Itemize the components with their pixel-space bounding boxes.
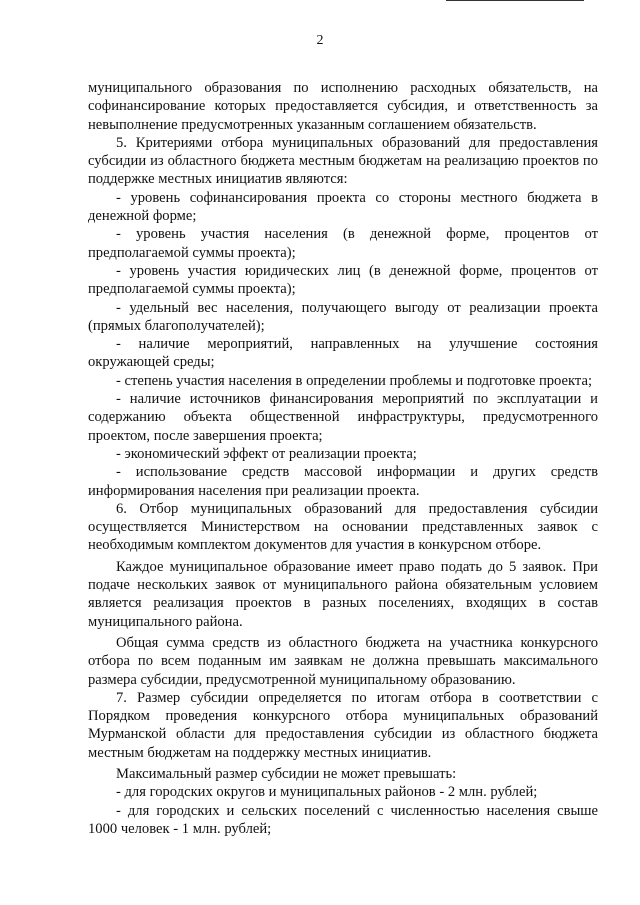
- paragraph-item-6-selection: 6. Отбор муниципальных образований для предоставления субсидии осуществляется Министерством на основании представленных заявок с необходимым комплектом документов для участия в конкурсном отборе.: [88, 500, 598, 554]
- document-body: [88, 79, 598, 838]
- paragraph-max-subsidy: Максимальный размер субсидии не может превышать:: [116, 765, 457, 782]
- criterion-legal-entities-participation: - уровень участия юридических лиц (в денежной форме, процентов от предполагаемой суммы проекта);: [88, 262, 598, 298]
- criterion-beneficiaries-share: - удельный вес населения, получающего выгоду от реализации проекта (прямых благополучателей);: [88, 299, 598, 334]
- criterion-mass-media: - использование средств массовой информации и других средств информирования населения при реализации проекта.: [88, 464, 598, 499]
- criterion-cofinancing-level: - уровень софинансирования проекта со стороны местного бюджета в денежной форме;: [88, 189, 598, 225]
- paragraph-item-7-subsidy-size: 7. Размер субсидии определяется по итогам отбора в соответствии с Порядком проведения конкурсного отбора муниципальных образований Мурманской области для предоставления субсидии из областного бюджета местным бюджетам на поддержку местных инициатив.: [88, 689, 598, 761]
- paragraph-item-5-criteria: 5. Критериями отбора муниципальных образований для предоставления субсидии из областного бюджета местным бюджетам на реализацию проектов по поддержке местных инициатив являются:: [88, 134, 598, 188]
- header-rule: [446, 0, 584, 1]
- criterion-economic-effect: - экономический эффект от реализации проекта;: [116, 445, 417, 462]
- criterion-environment-measures: - наличие мероприятий, направленных на улучшение состояния окружающей среды;: [88, 336, 598, 371]
- max-subsidy-districts: - для городских округов и муниципальных районов - 2 млн. рублей;: [116, 784, 538, 801]
- criterion-population-participation: - уровень участия населения (в денежной форме, процентов от предполагаемой суммы проекта);: [88, 226, 598, 261]
- paragraph-obligations: муниципального образования по исполнению расходных обязательств, на софинансирование которых предоставляется субсидия, и ответственность за невыполнение предусмотренных указанным соглашением обязательств.: [88, 80, 598, 133]
- max-subsidy-settlements: - для городских и сельских поселений с численностью населения свыше 1000 человек - 1 млн. рублей;: [88, 802, 598, 837]
- page-number: 2: [316, 33, 324, 48]
- criterion-problem-definition: - степень участия населения в определении проблемы и подготовке проекта;: [116, 372, 592, 389]
- paragraph-total-amount: Общая сумма средств из областного бюджета на участника конкурсного отбора по всем поданным им заявкам не должна превышать максимального размера субсидии, предусмотренной муниципальному образованию.: [88, 634, 598, 688]
- paragraph-applications-limit: Каждое муниципальное образование имеет право подать до 5 заявок. При подаче нескольких заявок от муниципального района обязательным условием является реализация проектов в разных поселениях, входящих в состав муниципального района.: [88, 558, 598, 630]
- criterion-maintenance-funding: - наличие источников финансирования мероприятий по эксплуатации и содержанию объекта общественной инфраструктуры, предусмотренного проектом, после завершения проекта;: [88, 391, 598, 444]
